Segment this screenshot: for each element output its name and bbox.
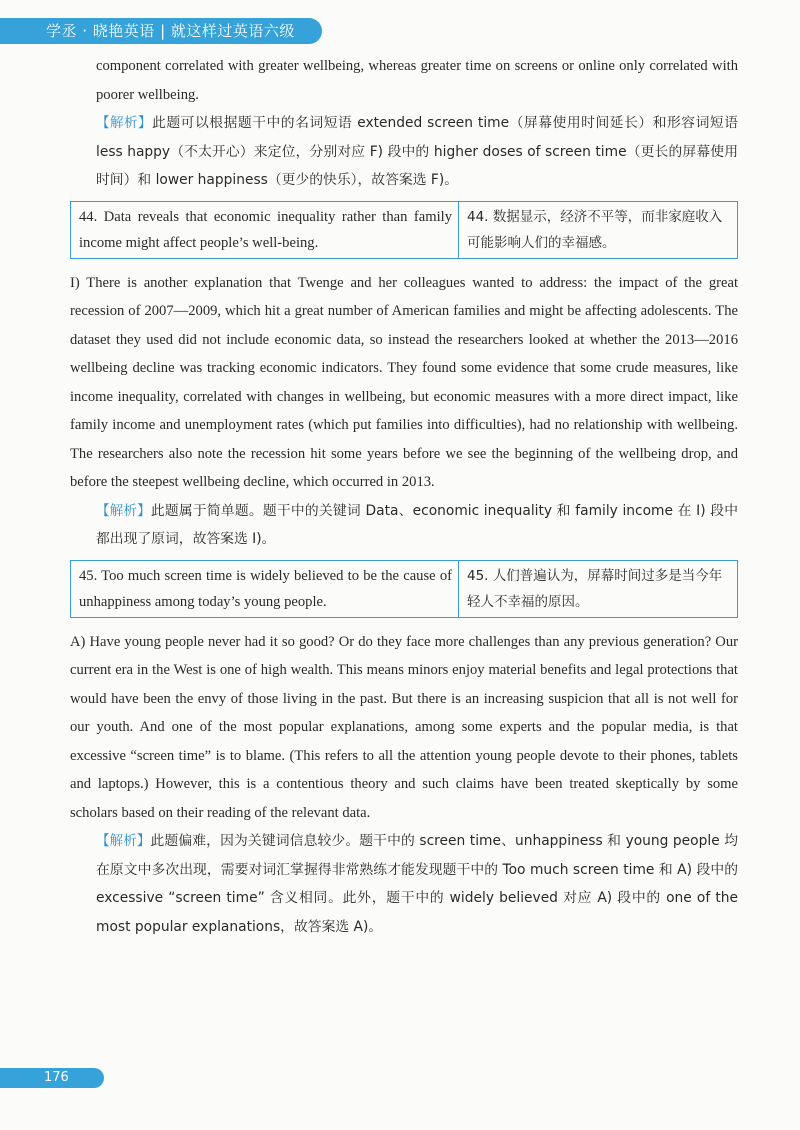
analysis-f-text: 此题可以根据题干中的名词短语 extended screen time（屏幕使用时间延长）和形容词短语 less happy（不太开心）来定位，分别对应 F) 段中的 higher doses of screen time（更长的屏幕使用时间）和 lower happiness（更少的快乐），故答案选 F)。: [96, 115, 739, 188]
question-45-box: [70, 560, 738, 618]
analysis-tag: 【解析】: [96, 115, 153, 131]
question-45-en: 45. Too much screen time is widely believed to be the cause of unhappiness among today’s young people.: [71, 561, 459, 617]
page-content: [70, 52, 738, 941]
analysis-i-text: 此题属于简单题。题干中的关键词 Data、economic inequality 和 family income 在 I) 段中都出现了原词，故答案选 I)。: [96, 502, 739, 547]
analysis-f: [70, 109, 738, 195]
paragraph-a: A) Have young people never had it so good? Or do they face more challenges than any previous generation? Our current era in the West is one of high wealth. This means minors enjoy material benefits and legal protections that would have been the envy of those living in the past. But there is an increasing suspicion that all is not well for our youth. And one of the most popular explanations, among some experts and the popular media, is that excessive “screen time” is to blame. (This refers to all the attention young people devote to their phones, tablets and laptops.) However, this is a contentious theory and such claims have been treated skeptically by some scholars based on their reading of the relevant data.: [70, 633, 738, 821]
analysis-tag: 【解析】: [96, 833, 151, 849]
book-title: 学丞 · 晓艳英语 | 就这样过英语六级: [46, 22, 295, 40]
intro-paragraph: component correlated with greater wellbeing, whereas greater time on screens or online only correlated with poorer wellbeing.: [96, 58, 738, 103]
analysis-tag: 【解析】: [96, 502, 151, 519]
analysis-a-text: 此题偏难，因为关键词信息较少。题干中的 screen time、unhappiness 和 young people 均在原文中多次出现，需要对词汇掌握得非常熟练才能发现题干中的 Too much screen time 和 A) 段中的 excessive “screen time” 含义相同。此外，题干中的 widely believed 对应 A) 段中的 one of the most popular explanations，故答案选 A)。: [96, 833, 738, 935]
analysis-i: [70, 497, 738, 554]
question-44-box: [70, 201, 738, 259]
question-45-zh: 45. 人们普遍认为，屏幕时间过多是当今年轻人不幸福的原因。: [467, 567, 723, 610]
paragraph-i: I) There is another explanation that Twenge and her colleagues wanted to address: the impact of the great recession of 2007—2009, which hit a great number of American families and might be affecting adolescents. The dataset they used did not include economic data, so instead the researchers looked at whether the 2013—2016 wellbeing decline was tracking economic indicators. They found some evidence that some crude measures, like income inequality, correlated with changes in wellbeing, but economic measures with a more direct impact, like family income and unemployment rates (which put families into difficulties), had no relationship with wellbeing. The researchers also note the recession hit some years before we see the beginning of the wellbeing drop, and before the steepest wellbeing decline, which occurred in 2013.: [70, 274, 738, 490]
question-44-zh: 44. 数据显示，经济不平等，而非家庭收入可能影响人们的幸福感。: [467, 208, 723, 251]
analysis-a: [70, 827, 738, 941]
page-number: 176: [44, 1070, 69, 1085]
page-number-tab: [0, 1068, 104, 1088]
book-header-tab: [0, 18, 322, 44]
question-44-en: 44. Data reveals that economic inequality rather than family income might affect people’s well-being.: [71, 202, 459, 258]
